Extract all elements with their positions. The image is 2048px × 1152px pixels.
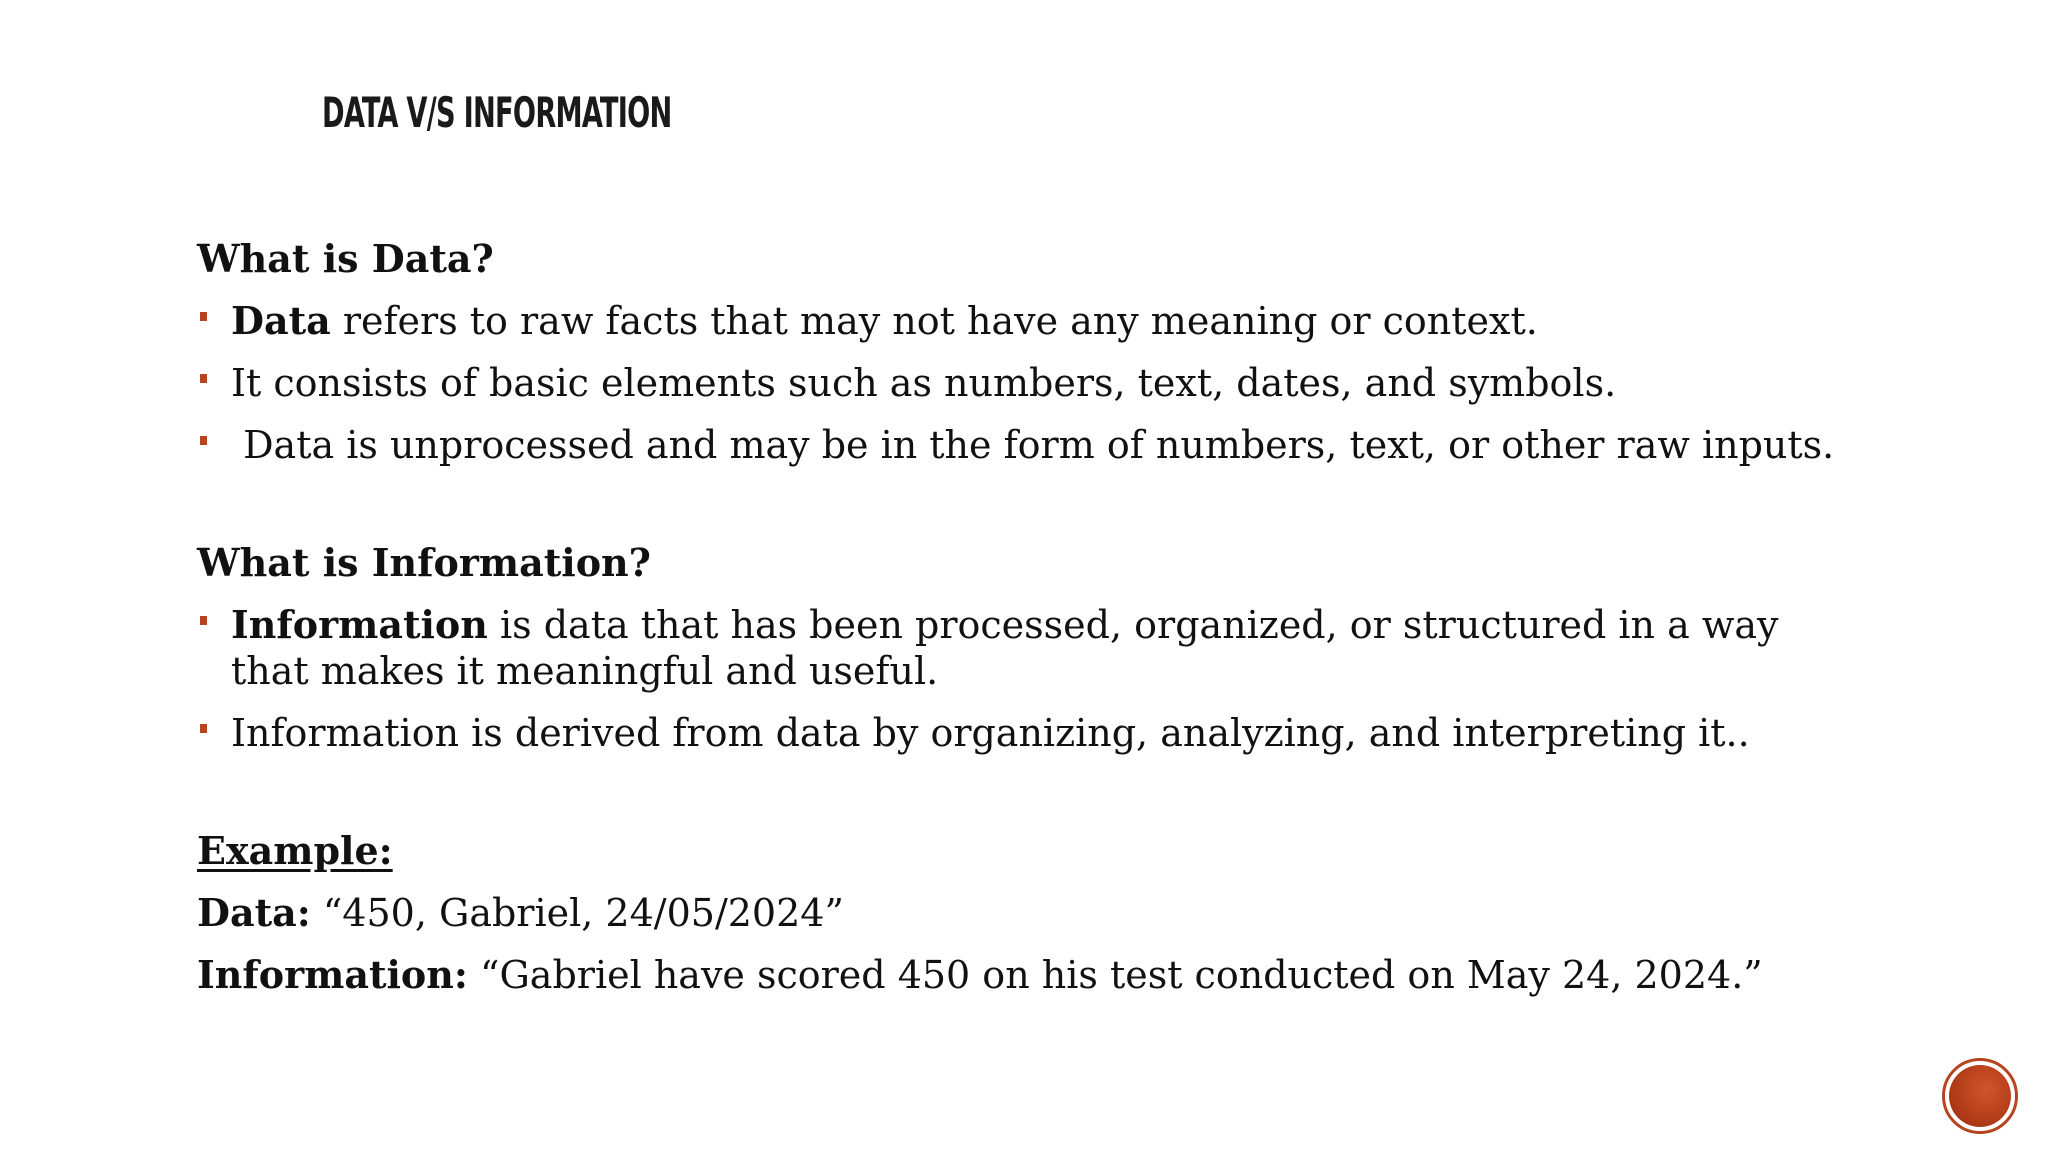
example-data-value: “450, Gabriel, 24/05/2024” [310, 891, 844, 935]
bullet-text: It consists of basic elements such as numbers, text, dates, and symbols. [231, 361, 1617, 405]
square-bullet-icon [200, 312, 207, 321]
square-bullet-icon [200, 724, 207, 733]
bullet-bold-term: Data [231, 298, 331, 343]
example-data-label: Data: [197, 890, 311, 935]
list-item [197, 360, 1897, 406]
example-info-value: “Gabriel have scored 450 on his test conducted on May 24, 2024.” [467, 953, 1763, 997]
list-item [197, 298, 1897, 344]
bullet-text: is data that has been processed, organized, or structured in a way that makes it meaningful and useful. [231, 603, 1779, 693]
circle-button-icon[interactable] [1942, 1058, 2018, 1134]
square-bullet-icon [200, 374, 207, 383]
data-bullet-list [197, 298, 1897, 468]
bullet-bold-term: Information [231, 602, 488, 647]
example-info-line [197, 952, 1897, 998]
bullet-text: Information is derived from data by organizing, analyzing, and interpreting it.. [231, 711, 1750, 755]
bullet-text: refers to raw facts that may not have any meaning or context. [330, 299, 1538, 343]
example-info-label: Information: [197, 952, 468, 997]
info-bullet-list [197, 602, 1897, 756]
slide-title: DATA V/S INFORMATION [322, 88, 672, 137]
slide-content [197, 236, 1897, 998]
bullet-text: Data is unprocessed and may be in the form of numbers, text, or other raw inputs. [231, 423, 1835, 467]
circle-button-fill [1949, 1065, 2011, 1127]
example-data-line [197, 890, 1897, 936]
example-heading: Example: [197, 828, 393, 873]
square-bullet-icon [200, 616, 207, 625]
list-item [197, 710, 1897, 756]
list-item [197, 422, 1897, 468]
data-section-heading: What is Data? [197, 236, 494, 281]
square-bullet-icon [200, 436, 207, 445]
info-section-heading: What is Information? [197, 540, 651, 585]
list-item [197, 602, 1851, 694]
